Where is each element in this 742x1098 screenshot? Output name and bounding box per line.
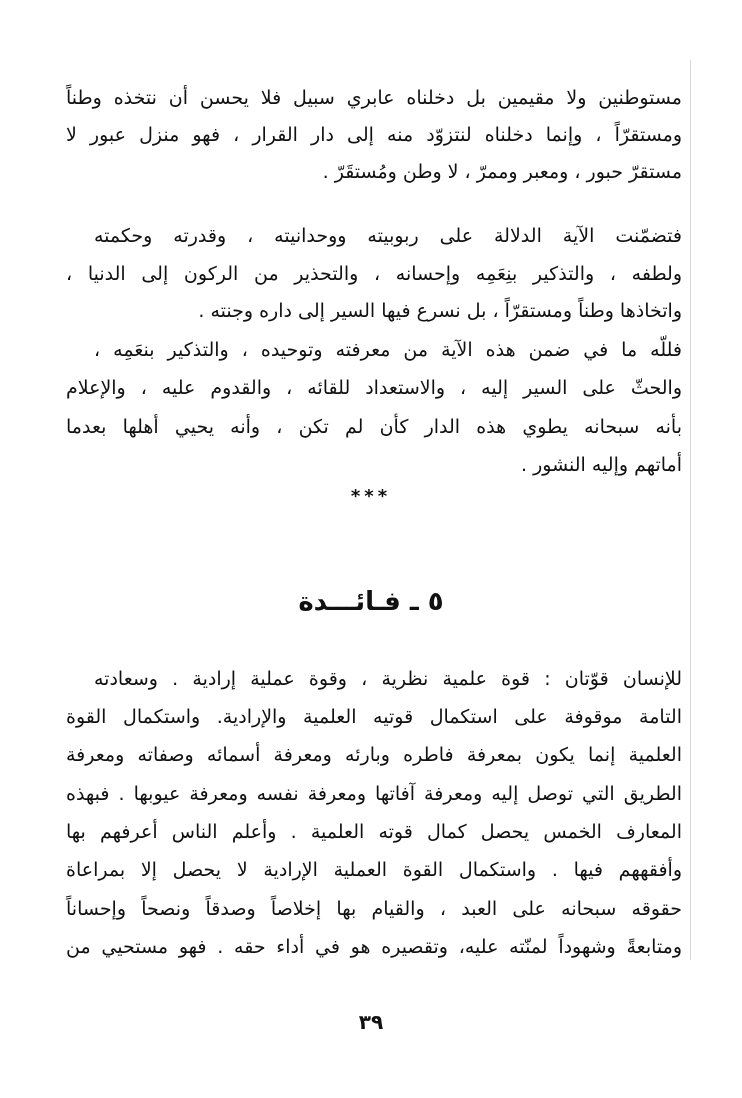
text-line: والحثّ على السير إليه ، والاستعداد للقائه ، والقدوم عليه ، والإعلام (66, 377, 682, 399)
text-line: ولطفه ، والتذكير بنِعَمِه وإحسانه ، والتحذير من الركون إلى الدنيا ، (66, 263, 682, 285)
text-line: أماتهم وإليه النشور . (521, 454, 682, 476)
text-line: فللّه ما في ضمن هذه الآية من معرفته وتوحيده ، والتذكير بنعَمِه ، (94, 339, 682, 361)
text-line: واتخاذها وطناً ومستقرّاً ، بل نسرع فيها السير إلى داره وجنته . (198, 300, 682, 322)
text-line: ومستقرّاً ، وإنما دخلناه لنتزوّد منه إلى دار القرار ، فهو منزل عبور لا (66, 124, 682, 146)
text-line: حقوقه سبحانه على العبد ، والقيام بها إخلاصاً وصدقاً ونصحاً وإحساناً (66, 898, 682, 920)
text-line: ومتابعةً وشهوداً لمنّته عليه، وتقصيره هو في أداء حقه . فهو مستحيي من (66, 936, 682, 958)
text-line: للإنسان قوّتان : قوة علمية نظرية ، وقوة عملية إرادية . وسعادته (94, 668, 682, 690)
text-line: مستوطنين ولا مقيمين بل دخلناه عابري سبيل فلا يحسن أن نتخذه وطناً (66, 87, 682, 109)
text-line: وأفقههم فيها . واستكمال القوة العملية الإرادية لا يحصل إلا بمراعاة (66, 859, 682, 881)
scan-edge-line (690, 60, 691, 960)
text-line: بأنه سبحانه يطوي هذه الدار كأن لم تكن ، وأنه يحيي أهلها بعدما (66, 416, 682, 438)
section-heading: ٥ ـ فـائـــدة (298, 587, 444, 617)
text-line: المعارف الخمس يحصل كمال قوته العلمية . وأعلم الناس أعرفهم بها (66, 821, 682, 843)
text-line: الطريق التي توصل إليه ومعرفة آفاتها ومعرفة نفسه ومعرفة عيوبها . فبهذه (66, 783, 682, 805)
text-line: فتضمّنت الآية الدلالة على ربوبيته ووحدانيته ، وقدرته وحكمته (94, 225, 682, 247)
page-number: ٣٩ (358, 1010, 384, 1034)
text-line: مستقرّ حبور ، ومعبر وممرّ ، لا وطن ومُستقَرّ . (322, 161, 682, 183)
section-separator: *** (350, 486, 392, 507)
text-line: العلمية إنما يكون بمعرفة فاطره وبارئه ومعرفة أسمائه وصفاته ومعرفة (66, 744, 682, 766)
text-line: التامة موقوفة على استكمال قوتيه العلمية والإرادية. واستكمال القوة (66, 706, 682, 728)
